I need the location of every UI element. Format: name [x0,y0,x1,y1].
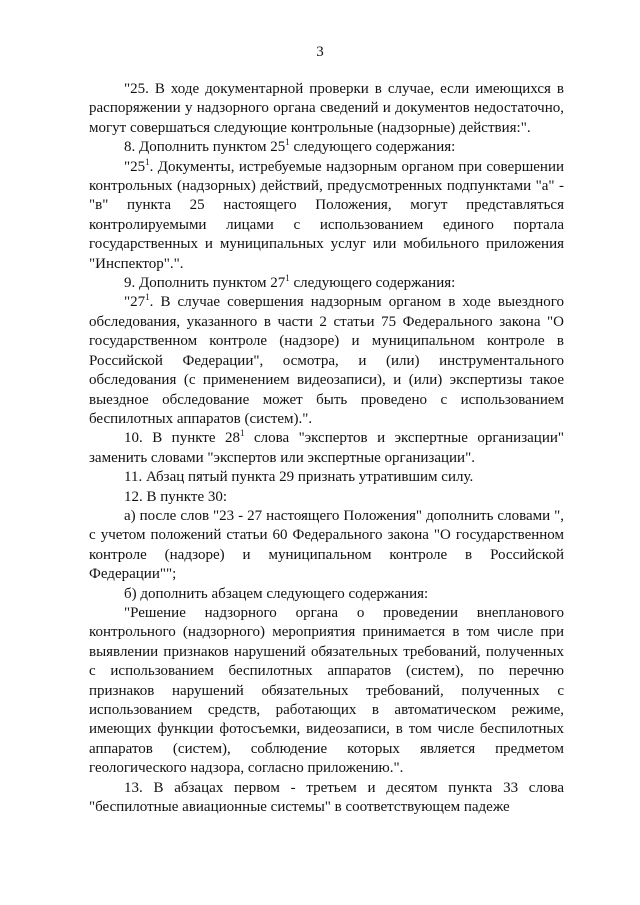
paragraph-amend-10: 10. В пункте $28^1$ слова "экспертов и экспертные организации" заменить словами "экспертов или экспертные организации". [89,428,564,466]
paragraph-item-25-1: "$25^1$. Документы, истребуемые надзорным органом при совершении контрольных (надзорных) действий, предусмотренных подпунктами "а" - "в" пункта 25 настоящего Положения, могут представляться контролируемыми лицами с использованием единого портала государственных и муниципальных услуг или мобильного приложения "Инспектор".". [89,156,564,272]
superscript: 1 [285,273,290,284]
paragraph-amend-9: 9. Дополнить пунктом $27^1$ следующего содержания: [124,273,456,292]
paragraph-amend-13: 13. В абзацах первом - третьем и десятом пункта 33 слова "беспилотные авиационные системы" в соответствующем падеже [89,779,564,816]
superscript: 1 [239,428,245,439]
paragraph-subitem-a: а) после слов "23 - 27 настоящего Положения" дополнить словами ", с учетом положений статьи 60 Федерального закона "О государственном контроле (надзоре) и муниципальном контроле в Российской Федерации""; [89,507,564,583]
superscript: 1 [145,292,150,303]
paragraph-decision-text: "Решение надзорного органа о проведении внепланового контрольного (надзорного) мероприятия принимается в том числе при выявлении признаков нарушений обязательных требований, полученных с использованием беспилотных аппаратов (систем), по перечню признаков нарушений обязательных требований, полученных с использованием средств, работающих в автоматическом режиме, имеющих функции фотосъемки, видеозаписи, в том числе беспилотных аппаратов (систем), соблюдение которых является предметом геологического надзора, согласно приложению.". [89,604,564,777]
superscript: 1 [285,137,290,148]
paragraph-amend-11: 11. Абзац пятый пункта 29 признать утратившим силу. [124,469,474,486]
paragraph-amend-8: 8. Дополнить пунктом $25^1$ следующего содержания: [124,137,456,156]
paragraph-subitem-b: б) дополнить абзацем следующего содержания: [124,585,429,602]
paragraph-item-25: "25. В ходе документарной проверки в случае, если имеющихся в распоряжении у надзорного органа сведений и документов недостаточно, могут совершаться следующие контрольные (надзорные) действия:". [89,81,564,136]
page-number: 3 [316,44,324,60]
paragraph-item-27-1: "$27^1$. В случае совершения надзорным органом в ходе выездного обследования, указанного в части 2 статьи 75 Федерального закона "О государственном контроле (надзоре) и муниципальном контроле в Российской Федерации", осмотра, и (или) инструментального обследования (с применением видеозаписи), и (или) экспертизы такое выездное обследование может быть проведено с использованием беспилотных аппаратов (систем).". [89,292,564,427]
superscript: 1 [145,156,150,167]
paragraph-amend-12: 12. В пункте 30: [124,488,228,505]
document-body [89,80,564,817]
